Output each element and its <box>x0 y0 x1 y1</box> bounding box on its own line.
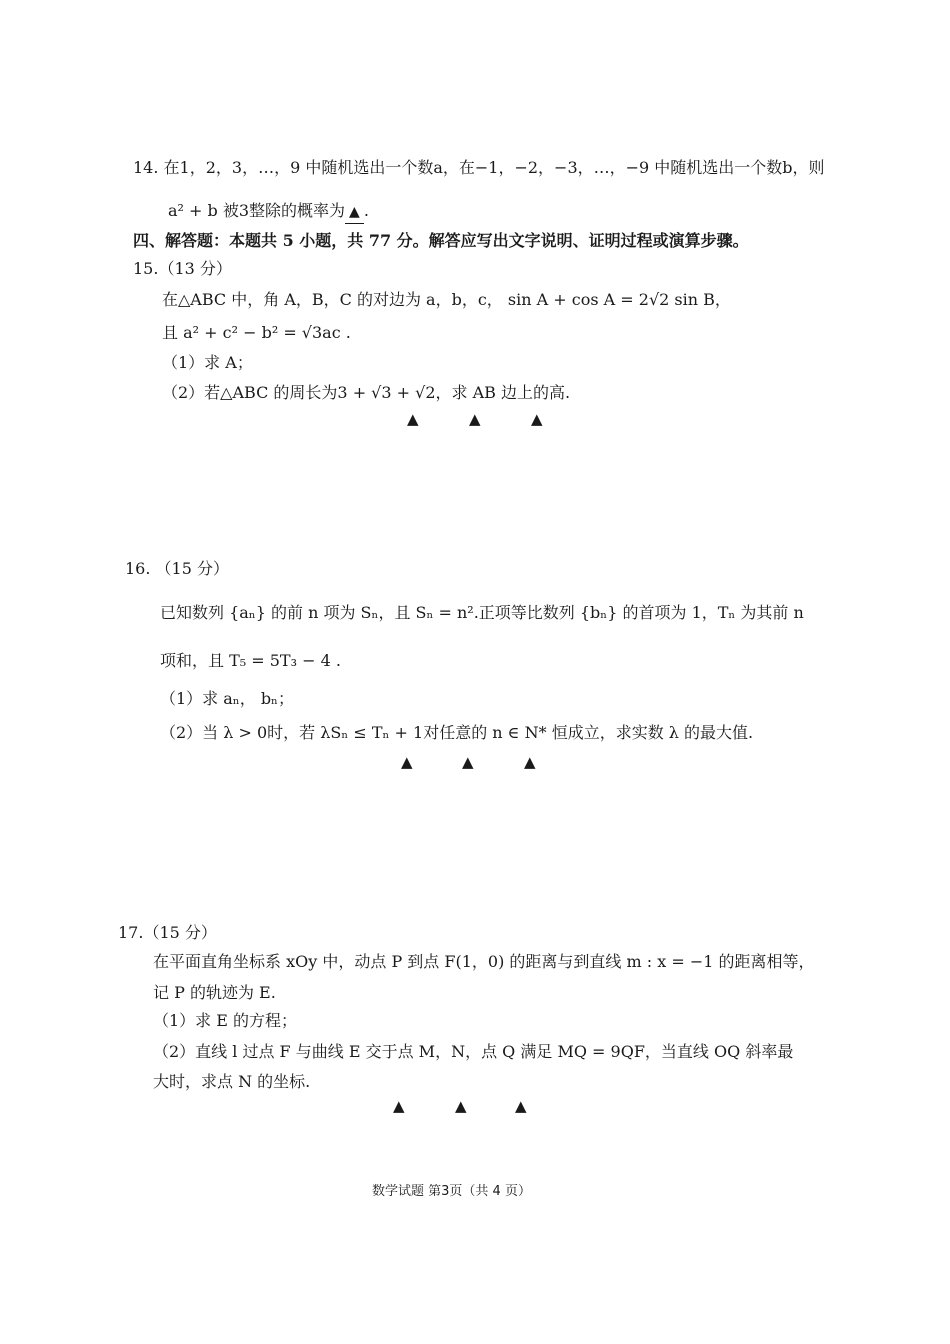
q17-mark-2: ▲ <box>455 1097 467 1115</box>
q16-part2: （2）当 λ > 0时，若 λSₙ ≤ Tₙ + 1对任意的 n ∈ N* 恒成立，求实数 λ 的最大值. <box>160 723 754 742</box>
q14-line2 <box>168 200 369 224</box>
q16-mark-1: ▲ <box>401 753 413 771</box>
q17-header: 17.（15 分） <box>118 923 217 942</box>
q17-mark-3: ▲ <box>515 1097 527 1115</box>
section-heading: 四、解答题：本题共 5 小题，共 77 分。解答应写出文字说明、证明过程或演算步骤。 <box>133 231 749 250</box>
q16-mark-2: ▲ <box>462 753 474 771</box>
q14-line1: 14. 在1，2，3，…，9 中随机选出一个数a，在−1，−2，−3，…，−9 中随机选出一个数b，则 <box>133 158 825 177</box>
q16-line2: 项和，且 T₅ = 5T₃ − 4 . <box>160 651 341 670</box>
q14-line2-end: . <box>363 201 369 220</box>
q15-line1: 在△ABC 中，角 A，B，C 的对边为 a，b，c， sin A + cos A = 2√2 sin B， <box>162 290 731 309</box>
q17-line1: 在平面直角坐标系 xOy 中，动点 P 到点 F(1，0) 的距离与到直线 m : x = −1 的距离相等， <box>153 952 815 971</box>
q17-mark-1: ▲ <box>393 1097 405 1115</box>
q16-line1: 已知数列 {aₙ} 的前 n 项为 Sₙ，且 Sₙ = n².正项等比数列 {bₙ} 的首项为 1，Tₙ 为其前 n <box>160 603 804 622</box>
q16-header: 16. （15 分） <box>125 559 229 578</box>
q15-line2: 且 a² + c² − b² = √3ac . <box>162 323 351 342</box>
q16-mark-3: ▲ <box>524 753 536 771</box>
q15-part2: （2）若△ABC 的周长为3 + √3 + √2，求 AB 边上的高. <box>162 383 571 402</box>
q15-part1: （1）求 A； <box>162 353 253 372</box>
answer-blank: ▲ <box>345 201 364 224</box>
q15-mark-3: ▲ <box>531 410 543 428</box>
q17-part1: （1）求 E 的方程； <box>153 1011 298 1030</box>
q15-mark-1: ▲ <box>407 410 419 428</box>
q17-line2: 记 P 的轨迹为 E. <box>153 983 276 1002</box>
q17-part2: （2）直线 l 过点 F 与曲线 E 交于点 M，N，点 Q 满足 MQ = 9QF，当直线 OQ 斜率最 <box>153 1042 794 1061</box>
q17-part2-cont: 大时，求点 N 的坐标. <box>153 1072 311 1091</box>
q15-header: 15.（13 分） <box>133 259 232 278</box>
q16-part1: （1）求 aₙ， bₙ； <box>160 689 294 708</box>
page-footer: 数学试题 第3页（共 4 页） <box>372 1184 531 1199</box>
q15-mark-2: ▲ <box>469 410 481 428</box>
q14-line2-text: a² + b 被3整除的概率为 <box>168 201 346 220</box>
